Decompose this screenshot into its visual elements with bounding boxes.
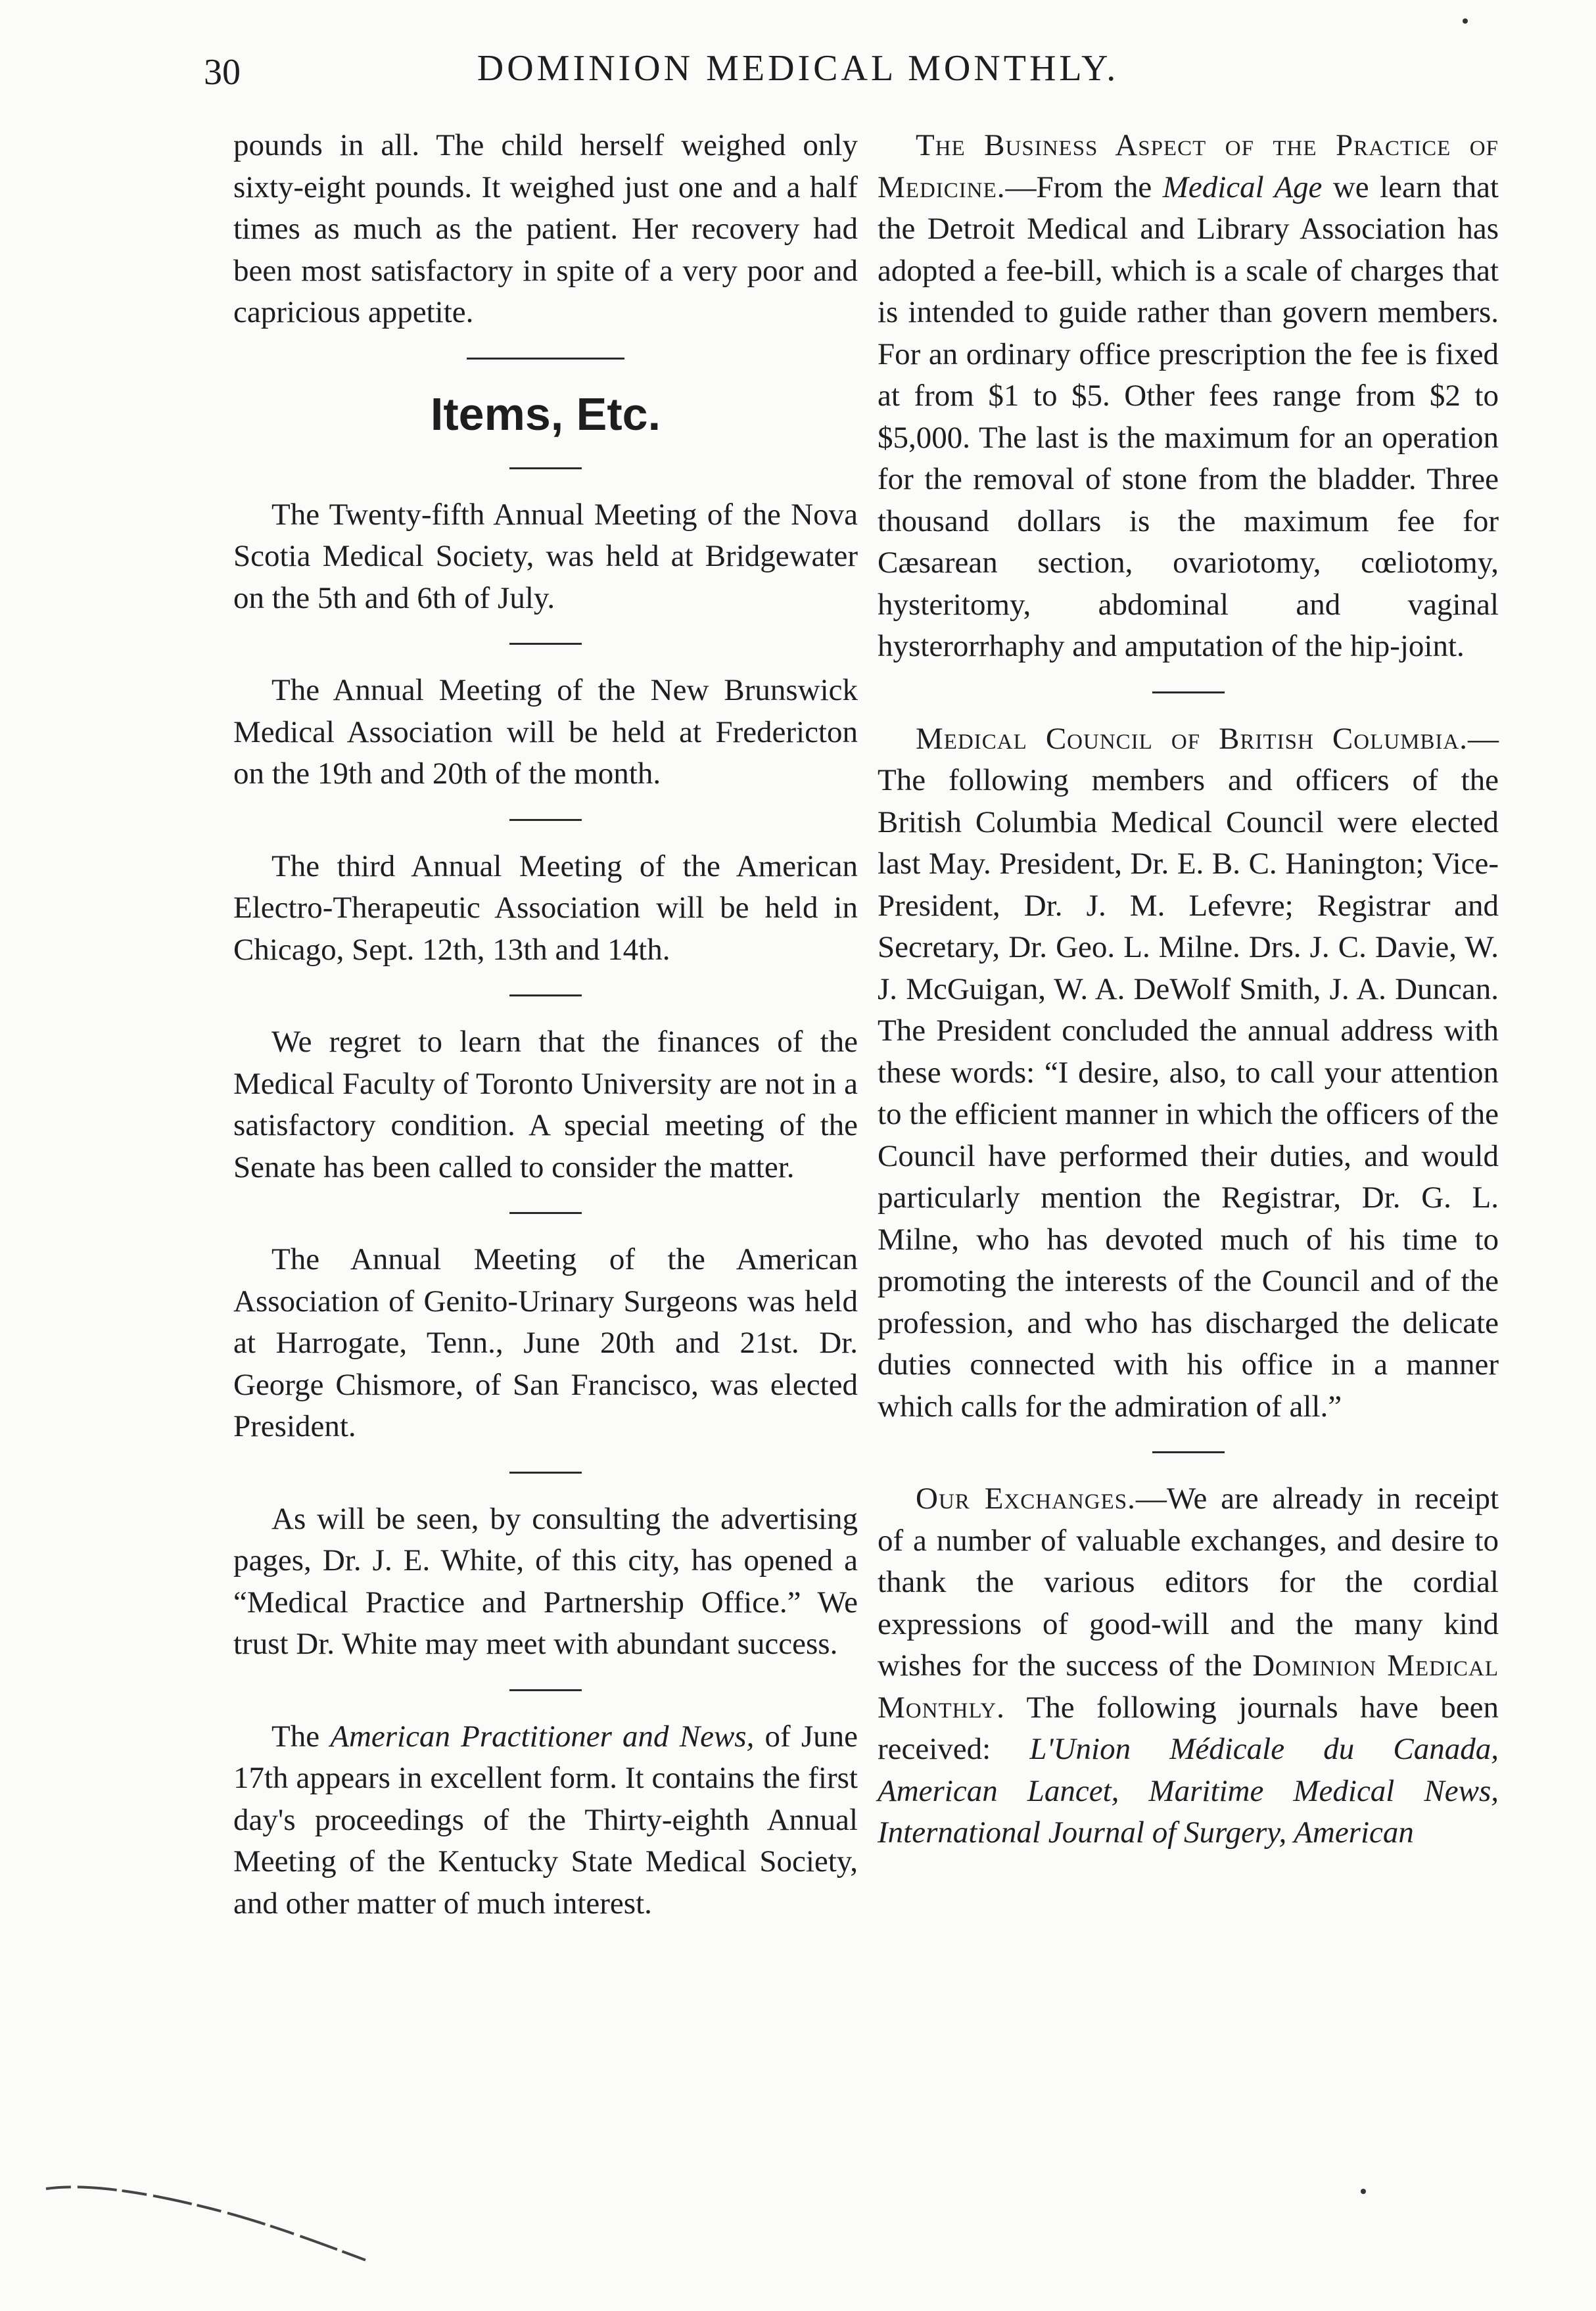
left-column	[233, 125, 858, 1925]
journal-title: American Practitioner and News,	[330, 1719, 755, 1754]
item-divider	[509, 1472, 582, 1474]
item-divider	[1152, 691, 1225, 693]
article-lead: —From the	[1005, 170, 1163, 204]
article-heading: Medical Council of British Columbia.	[916, 721, 1468, 756]
section-rule	[467, 358, 624, 360]
item-divider	[509, 819, 582, 821]
running-title: DOMINION MEDICAL MONTHLY.	[477, 48, 1119, 89]
news-item: The Annual Meeting of the American Association of Genito-Urinary Surgeons was held at Harrogate, Tenn., June 20th and 21st. Dr. George Chismore, of San Francisco, was elected President.	[233, 1242, 858, 1443]
source-title: Medical Age	[1162, 170, 1323, 204]
news-item: We regret to learn that the finances of the Medical Faculty of Toronto University are not in a satisfactory condition. A special meeting of the Senate has been called to consider the matter.	[233, 1025, 858, 1184]
page-header	[0, 47, 1596, 106]
news-item: The third Annual Meeting of the American Electro-Therapeutic Association will be held in Chicago, Sept. 12th, 13th and 14th.	[233, 849, 858, 967]
news-item: The Annual Meeting of the New Brunswick Medical Association will be held at Fredericton on the 19th and 20th of the month.	[233, 673, 858, 791]
section-heading: Items, Etc.	[430, 388, 661, 440]
news-item: As will be seen, by consulting the advertising pages, Dr. J. E. White, of this city, has opened a “Medical Practice and Partnership Office.” We trust Dr. White may meet with abundant success.	[233, 1501, 858, 1661]
ink-speck	[1361, 2189, 1366, 2194]
item-divider	[509, 1689, 582, 1691]
article-exchanges	[878, 1478, 1499, 1854]
item-divider	[509, 467, 582, 469]
practitioner-body: of June 17th appears in excellent form. It contains the first day's proceedings of the Thirty-eighth Annual Meeting of the Kentucky State Medical Society, and other matter of much interest.	[233, 1719, 858, 1921]
article-business	[878, 125, 1499, 668]
item-divider	[509, 994, 582, 996]
article-heading: Our Exchanges.	[916, 1482, 1136, 1516]
practitioner-lead: The	[271, 1719, 331, 1754]
ink-smudge-mark	[39, 2169, 381, 2268]
article-body: —We are already in receipt of a number of valuable exchanges, and desire to thank the various editors for the cordial expressions of good-will and the many kind wishes for the success of the	[878, 1482, 1499, 1683]
article-council	[878, 718, 1499, 1428]
item-divider	[509, 1212, 582, 1214]
page-number: 30	[204, 52, 241, 93]
article-body: —The following members and officers of the British Columbia Medical Council were elected last May. President, Dr. E. B. C. Hanington; Vice-President, Dr. J. M. Lefevre; Registrar and Secretary, Dr. Geo. L. Milne. Drs. J. C. Davie, W. J. McGuigan, W. A. DeWolf Smith, J. A. Duncan. The President concluded the annual address with these words: “I desire, also, to call your attention to the efficient manner in which the officers of the Council have performed their duties, and would particularly mention the Registrar, Dr. G. L. Milne, who has devoted much of his time to promoting the interests of the Council and of the profession, and who has discharged the delicate duties connected with his office in a manner which calls for the admiration of all.”	[878, 721, 1499, 1424]
news-item: The Twenty-fifth Annual Meeting of the Nova Scotia Medical Society, was held at Bridgewater on the 5th and 6th of July.	[233, 497, 858, 615]
article-body-continued: The following journals have been received:	[878, 1690, 1499, 1766]
article-body: we learn that the Detroit Medical and Library Association has adopted a fee-bill, which is a scale of charges that is intended to guide rather than govern members. For an ordinary office prescription the fee is fixed at from $1 to $5. Other fees range from $2 to $5,000. The last is the maximum for an operation for the removal of stone from the bladder. Three thousand dollars is the maximum fee for Cæsarean section, ovariotomy, cœliotomy, hysteritomy, abdominal and vaginal hysterorrhaphy and amputation of the hip-joint.	[878, 170, 1499, 663]
article-heading: The Business Aspect of the Practice of Medicine.	[878, 128, 1499, 204]
journal-list: L'Union Médicale du Canada, American Lancet, Maritime Medical News, International Journal of Surgery, American	[878, 1732, 1499, 1850]
ink-speck	[1463, 18, 1468, 24]
continued-paragraph: pounds in all. The child herself weighed only sixty-eight pounds. It weighed just one and a half times as much as the patient. Her recovery had been most satisfactory in spite of a very poor and capricious appetite.	[233, 128, 858, 329]
news-item-practitioner	[233, 1716, 858, 1925]
right-column	[878, 125, 1499, 1854]
item-divider	[509, 643, 582, 645]
item-divider	[1152, 1451, 1225, 1453]
journal-name: Dominion Medical Monthly.	[878, 1648, 1499, 1725]
